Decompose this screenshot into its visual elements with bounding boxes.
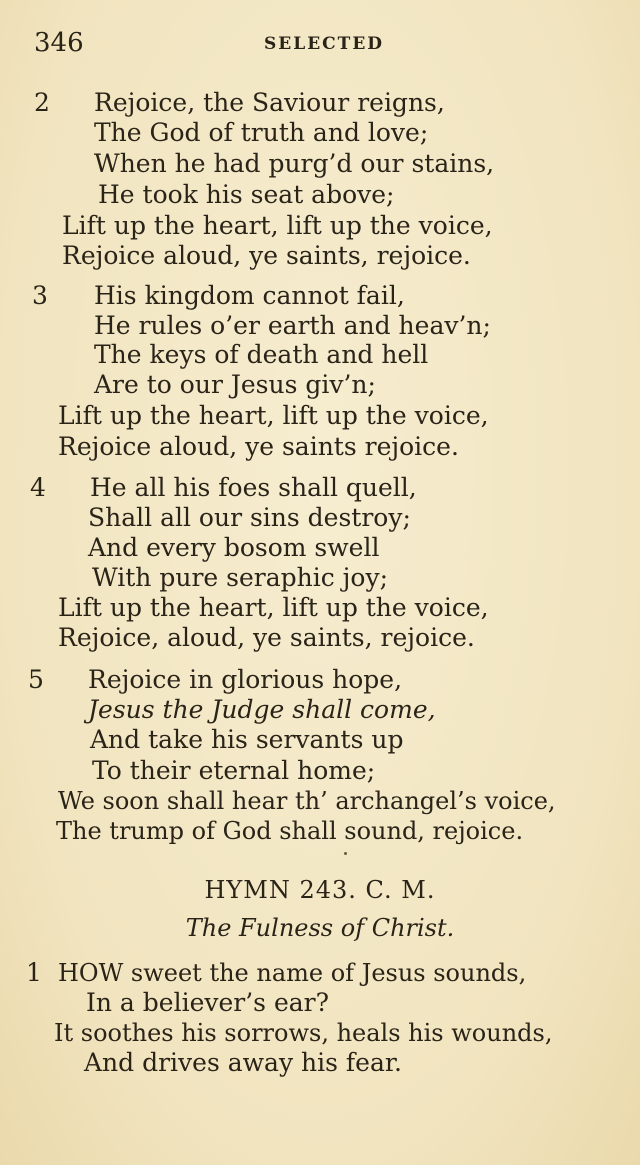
- verse-line: Jesus the Judge shall come,: [88, 695, 436, 724]
- stanza-number: 2: [34, 88, 50, 117]
- verse-line: Lift up the heart, lift up the voice,: [58, 401, 489, 430]
- page-number: 346: [34, 28, 84, 58]
- verse-line: Rejoice aloud, ye saints, rejoice.: [62, 241, 471, 270]
- verse-line: Lift up the heart, lift up the voice,: [58, 593, 489, 622]
- stanza-number: 5: [28, 665, 44, 694]
- hymn-subtitle: The Fulness of Christ.: [185, 914, 455, 942]
- verse-line: When he had purg’d our stains,: [94, 149, 495, 178]
- verse-line: His kingdom cannot fail,: [94, 281, 405, 310]
- verse-line: And drives away his fear.: [84, 1048, 403, 1077]
- verse-line: He rules o’er earth and heav’n;: [94, 311, 491, 340]
- verse-line: Rejoice in glorious hope,: [88, 665, 403, 694]
- verse-line: And every bosom swell: [88, 533, 380, 562]
- verse-line: It soothes his sorrows, heals his wounds,: [54, 1019, 553, 1047]
- verse-line: In a believer’s ear?: [86, 988, 330, 1017]
- stanza-number: 4: [30, 473, 46, 502]
- verse-line: The keys of death and hell: [94, 340, 429, 369]
- verse-line: Rejoice, aloud, ye saints, rejoice.: [58, 623, 475, 652]
- verse-line: The trump of God shall sound, rejoice.: [56, 817, 524, 845]
- verse-line: To their eternal home;: [92, 756, 376, 785]
- hymn-title: HYMN 243. C. M.: [204, 876, 436, 904]
- verse-line: And take his servants up: [90, 725, 404, 754]
- verse-line: He all his foes shall quell,: [90, 473, 417, 502]
- ornament-dot: [344, 852, 347, 855]
- stanza-number: 3: [32, 281, 48, 310]
- verse-line: He took his seat above;: [98, 180, 395, 209]
- verse-line: Lift up the heart, lift up the voice,: [62, 211, 493, 240]
- verse-line: We soon shall hear th’ archangel’s voice,: [58, 787, 556, 815]
- verse-line: Shall all our sins destroy;: [88, 503, 411, 532]
- verse-line: HOW sweet the name of Jesus sounds,: [58, 959, 527, 987]
- verse-line: Rejoice, the Saviour reigns,: [94, 88, 445, 117]
- verse-line: The God of truth and love;: [94, 118, 429, 147]
- running-head: SELECTED: [264, 34, 385, 54]
- verse-line: With pure seraphic joy;: [92, 563, 389, 592]
- page-header: [34, 28, 606, 62]
- verse-line: Are to our Jesus giv’n;: [94, 370, 376, 399]
- stanza-number: 1: [26, 958, 42, 987]
- verse-line: Rejoice aloud, ye saints rejoice.: [58, 432, 459, 461]
